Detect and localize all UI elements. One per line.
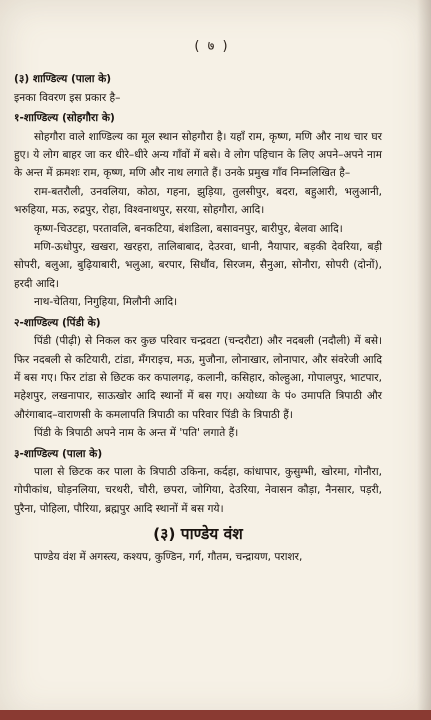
section-title-pandey: (३) पाण्डेय वंश	[153, 525, 243, 544]
subheading-pala: ३-शाण्डिल्य (पाला के)	[14, 447, 103, 460]
subheading-sohgaura: १-शाण्डिल्य (सोहगौरा के)	[14, 112, 115, 125]
intro-line: इनका विवरण इस प्रकार है–	[14, 91, 121, 104]
page-edge-shadow	[417, 0, 431, 720]
paragraph-pandey: पाण्डेय वंश में अगस्त्य, कश्यप, कुण्डिन, गर्ग, गौतम, चन्द्रायण, पराशर,	[34, 551, 303, 564]
heading-shandilya-pala: (३) शाण्डिल्य (पाला के)	[14, 73, 112, 86]
paragraph-pindi-pati: पिंडी के त्रिपाठी अपने नाम के अन्त में 'पति' लगाते हैं।	[34, 427, 239, 440]
paragraph-ram-villages: राम-बतरौली, उनवलिया, कोठा, गहना, झुड़िया, तुलसीपुर, बदरा, बहुआरी, भलुआनी, भरुहिया, मऊ, रुद्रपुर, रोहा, विश्वनाथपुर, सरया, सोहगौरा, आदि।	[14, 185, 382, 217]
paragraph-krishna-villages: कृष्ण-चिउटहा, परतावलि, बनकटिया, बंशडिला, बसावनपुर, बारीपुर, बेलवा आदि।	[34, 222, 343, 235]
page-content	[14, 38, 382, 567]
page-number: ( ७ )	[194, 39, 230, 54]
paragraph-pindi: पिंडी (पीढ़ी) से निकल कर कुछ परिवार चन्द्रवटा (चन्दरौटा) और नदबली (नदौली) में बसे। फिर नदबली से कटियारी, टांडा, मँगराइच, मऊ, मुजौना, लोनाखार, लोनापार, और संवरेजी आदि में बस गए। फिर टांडा से छिटक कर कपालगढ़, कलानी, कसिहार, कोल्हुआ, गोपालपुर, भाटपार, महेशपुर, लखनापार, साऊखोर आदि स्थानों में बस गए। अयोध्या के पं० उमापति त्रिपाठी और औरंगाबाद–वाराणसी के कमलापति त्रिपाठी का परिवार पिंडी के त्रिपाठी हैं।	[14, 335, 382, 421]
paragraph-mani-villages: मणि-ऊधोपुर, खखरा, खरहरा, तालिबाबाद, देउरवा, धानी, नैयापार, बड़की देवरिया, बड़ी सोपरी, बलुआ, बुढ़ियाबारी, भलुआ, बरपार, सिधौंव, सिरजम, सैनुआ, सोनौरा, सोपरी (दोनों), हरदी आदि।	[14, 241, 382, 290]
paragraph-nath-villages: नाथ-चेतिया, निगुहिया, मिलौनी आदि।	[34, 296, 178, 309]
subheading-pindi: २-शाण्डिल्य (पिंडी के)	[14, 316, 101, 329]
paragraph-pala: पाला से छिटक कर पाला के त्रिपाठी उकिना, कर्दहा, कांधापार, कुसुम्भी, खोरमा, गोनौरा, गोपीकांध, घोड़नलिया, चरथरी, चौरी, छपरा, जोगिया, देउरिया, नेवासन कौड़ा, नैनसार, पड़री, पुरैना, पोहिला, पौरिया, ब्रह्मपुर आदि स्थानों में बस गये।	[14, 465, 382, 515]
book-cover-edge	[0, 710, 431, 720]
paragraph-sohgaura: सोहगौरा वाले शाण्डिल्य का मूल स्थान सोहगौरा है। यहाँ राम, कृष्ण, मणि और नाथ चार घर हुए। ये लोग बाहर जा कर धीरे–धीरे अन्य गाँवों में बसे। वे लोग पहिचान के लिए अपने–अपने नाम के अन्त में क्रमशः राम, कृष्ण, मणि और नाथ लगाते हैं। उनके प्रमुख गाँव निम्नलिखित है–	[14, 130, 382, 180]
